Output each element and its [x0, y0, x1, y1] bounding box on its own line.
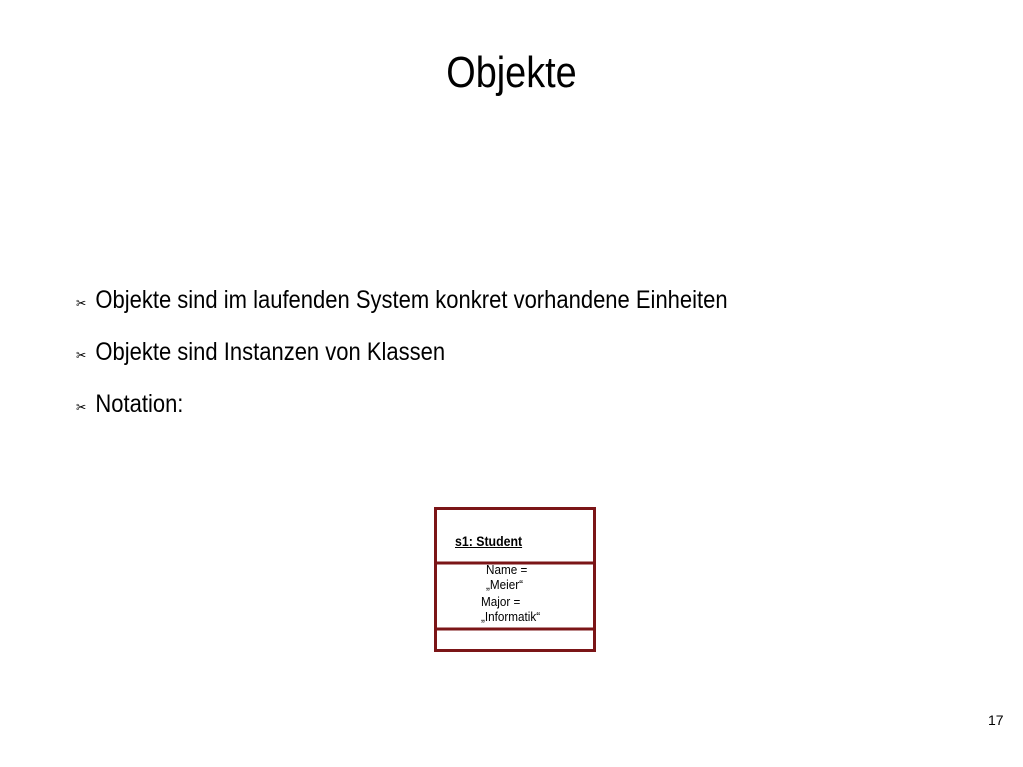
- attribute-value: „Informatik“: [481, 609, 541, 624]
- attribute-value: „Meier“: [486, 577, 524, 592]
- attribute-label: Major =: [481, 594, 521, 609]
- object-name: s1: Student: [455, 533, 523, 549]
- bullet-text: Objekte sind Instanzen von Klassen: [95, 338, 446, 366]
- bullet-item: [76, 338, 728, 390]
- uml-object-diagram: [434, 507, 596, 652]
- scissors-icon: ✂: [76, 348, 87, 364]
- attribute-name: [486, 562, 527, 592]
- bullet-item: [76, 390, 728, 442]
- attribute-label: Name =: [486, 562, 528, 577]
- slide-title: Objekte: [446, 48, 577, 97]
- bullet-list: [76, 286, 816, 442]
- bullet-text: Objekte sind im laufenden System konkret vorhandene Einheiten: [95, 286, 728, 314]
- scissors-icon: ✂: [76, 400, 87, 416]
- bullet-text: Notation:: [95, 390, 184, 418]
- scissors-icon: ✂: [76, 296, 87, 312]
- bullet-item: [76, 286, 728, 338]
- page-number: 17: [988, 712, 1004, 728]
- attribute-major: [481, 594, 540, 624]
